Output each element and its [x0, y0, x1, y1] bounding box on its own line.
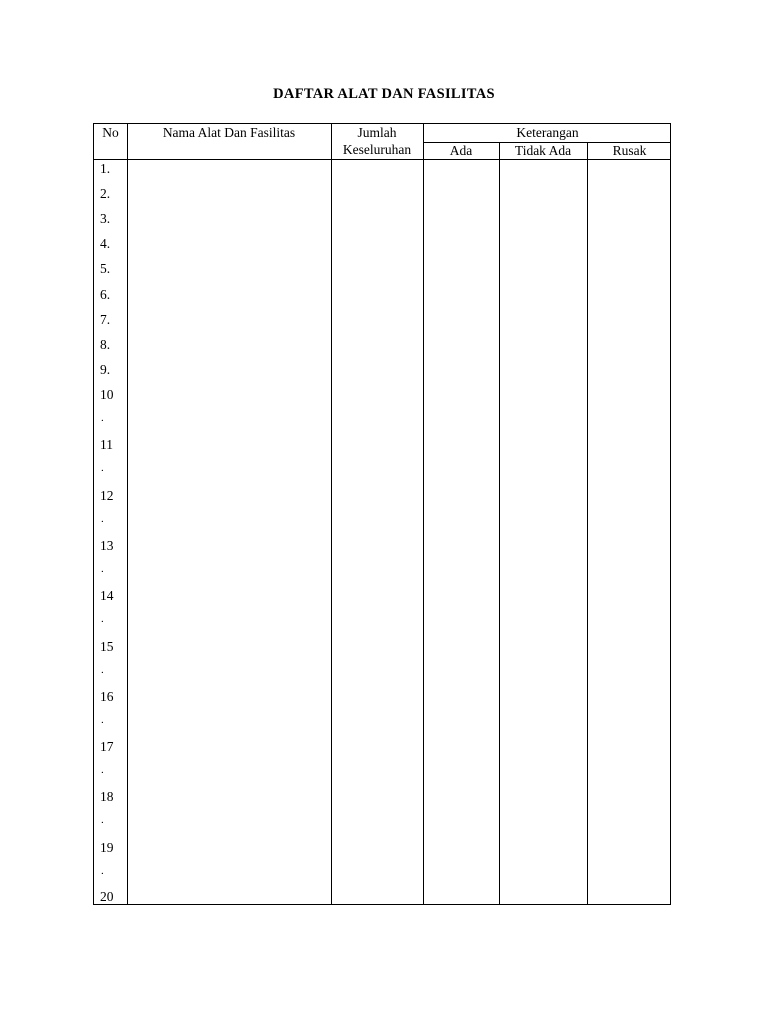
column-divider-name	[331, 124, 332, 904]
header-total-line1: Jumlah	[357, 125, 397, 140]
row-number-dot: .	[101, 814, 104, 827]
row-number: 7.	[100, 311, 111, 327]
header-not-available: Tidak Ada	[514, 143, 572, 158]
row-number: 17	[100, 739, 114, 755]
row-number: 16	[100, 688, 114, 704]
row-number-dot: .	[101, 613, 104, 626]
column-divider-available	[499, 142, 500, 904]
row-number: 6.	[100, 286, 111, 302]
column-divider-total	[423, 124, 424, 904]
header-name: Nama Alat Dan Fasilitas	[162, 125, 296, 140]
row-number: 12	[100, 487, 114, 503]
header-damaged: Rusak	[612, 143, 647, 158]
header-available: Ada	[449, 143, 473, 158]
row-number-dot: .	[101, 462, 104, 475]
header-bottom-line	[94, 159, 670, 160]
row-number-dot: .	[101, 562, 104, 575]
row-number: 8.	[100, 336, 111, 352]
facilities-table	[93, 123, 671, 905]
row-number-dot: .	[101, 663, 104, 676]
row-number-dot: .	[101, 412, 104, 424]
row-number: 9.	[100, 361, 111, 377]
row-number: 2.	[100, 186, 111, 202]
header-remarks: Keterangan	[516, 125, 579, 140]
row-number: 10	[100, 387, 114, 402]
row-number: 11	[100, 437, 113, 453]
row-number: 1.	[100, 161, 111, 176]
column-divider-no	[127, 124, 128, 904]
row-number-dot: .	[101, 512, 104, 525]
row-number: 3.	[100, 211, 111, 227]
row-number: 5.	[100, 261, 111, 277]
row-number: 13	[100, 537, 114, 553]
row-number: 14	[100, 588, 114, 604]
row-number: 15	[100, 638, 114, 654]
header-total-line2: Keseluruhan	[342, 142, 412, 157]
document-title: DAFTAR ALAT DAN FASILITAS	[273, 86, 495, 102]
row-number-dot: .	[101, 864, 104, 877]
column-divider-not-available	[587, 142, 588, 904]
row-number: 20	[100, 889, 114, 904]
row-number: 19	[100, 839, 114, 855]
row-number-dot: .	[101, 764, 104, 777]
header-no: No	[102, 125, 119, 140]
row-number-dot: .	[101, 713, 104, 726]
row-number: 18	[100, 789, 114, 805]
row-number: 4.	[100, 236, 111, 252]
